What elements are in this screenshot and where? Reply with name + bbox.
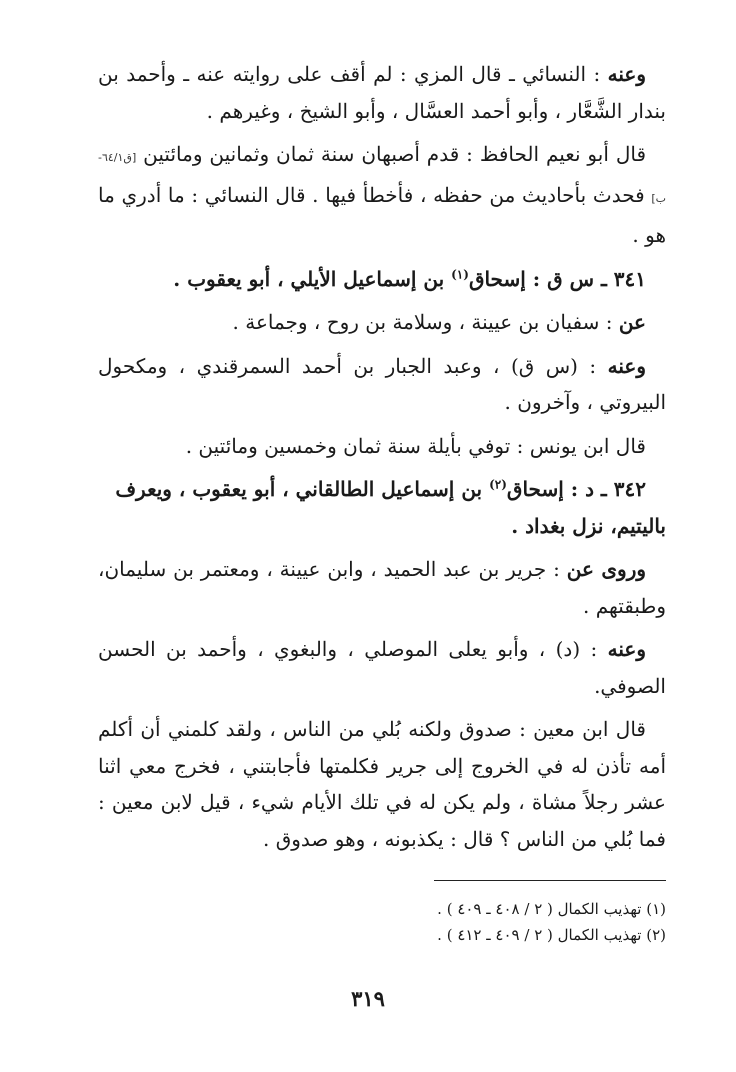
paragraph-rawa-an	[98, 551, 666, 624]
paragraph-ibn-main	[98, 711, 666, 857]
footnote-text: تهذيب الكمال ( ٢ / ٤٠٩ ـ ٤١٢ ) .	[437, 926, 642, 944]
paragraph-text: قال ابن يونس : توفي بأيلة سنة ثمان وخمسين ومائتين .	[185, 433, 646, 458]
lead-word: وروى عن	[566, 557, 647, 581]
paragraph-abu-nuaim	[98, 136, 666, 254]
heading-suffix: بن إسماعيل الطالقاني ، أبو يعقوب ، ويعرف باليتيم، نزل بغداد .	[115, 477, 666, 538]
footnote-marker: (١)	[451, 266, 469, 281]
lead-word: وعنه	[607, 62, 647, 86]
lead-word: عن	[618, 310, 646, 334]
footnote	[98, 922, 666, 948]
paragraph-anhu	[98, 348, 666, 421]
footnote	[98, 896, 666, 922]
heading-prefix: ٣٤٢ ـ د : إسحاق	[506, 477, 646, 501]
paragraph-ibn-yunus	[98, 428, 666, 465]
heading-suffix: بن إسماعيل الأيلي ، أبو يعقوب .	[173, 266, 445, 291]
lead-word: وعنه	[607, 637, 646, 661]
heading-prefix: ٣٤١ ـ س ق : إسحاق	[468, 266, 646, 291]
footnote-number: (٢)	[646, 926, 666, 944]
paragraph-text: قال ابن معين : صدوق ولكنه بُلي من الناس ، ولقد كلمني أن أكلم أمه تأذن له في الخروج إلى جرير فكلمتها فأجابتني ، فخرج معي اثنا عشر رجلاً مشاة ، ولم يكن له في تلك الأيام شيء ، قيل لابن معين : فما بُلي من الناس ؟ قال : يكذبونه ، وهو صدوق .	[98, 717, 666, 851]
paragraph-students	[98, 56, 666, 129]
main-text	[98, 56, 666, 864]
entry-heading-342	[98, 471, 666, 544]
footnote-marker: (٢)	[489, 477, 507, 492]
paragraph-text: فحدث بأحاديث من حفظه ، فأخطأ فيها . قال النسائي : ما أدري ما هو .	[98, 182, 666, 247]
paragraph-text: : (س ق) ، وعبد الجبار بن أحمد السمرقندي ، ومكحول البيروتي ، وآخرون .	[98, 353, 666, 414]
paragraph-anhu-342	[98, 631, 666, 704]
paragraph-text: : جرير بن عبد الحميد ، وابن عيينة ، ومعتمر بن سليمان، وطبقتهم .	[98, 557, 666, 618]
entry-heading-341	[98, 261, 666, 298]
paragraph-text: : النسائي ـ قال المزي : لم أقف على روايته عنه ـ وأحمد بن بندار الشَّعَّار ، وأبو أحمد العسَّال ، وأبو الشيخ ، وغيرهم .	[98, 62, 666, 123]
footnote-text: تهذيب الكمال ( ٢ / ٤٠٨ ـ ٤٠٩ ) .	[437, 900, 642, 918]
footnotes	[98, 896, 666, 948]
paragraph-an	[98, 304, 666, 341]
lead-word: وعنه	[607, 353, 647, 378]
paragraph-text: قال أبو نعيم الحافظ : قدم أصبهان سنة ثمان وثمانين ومائتين	[143, 142, 646, 166]
footnote-number: (١)	[646, 900, 666, 918]
paragraph-text: : (د) ، وأبو يعلى الموصلي ، والبغوي ، وأحمد بن الحسن الصوفي.	[98, 637, 666, 698]
page-number: ٣١٩	[351, 986, 385, 1011]
manuscript-reference: [ق٦٤/١-ب]	[98, 151, 666, 205]
paragraph-text: : سفيان بن عيينة ، وسلامة بن روح ، وجماعة .	[232, 310, 613, 334]
footnote-separator	[434, 880, 666, 881]
